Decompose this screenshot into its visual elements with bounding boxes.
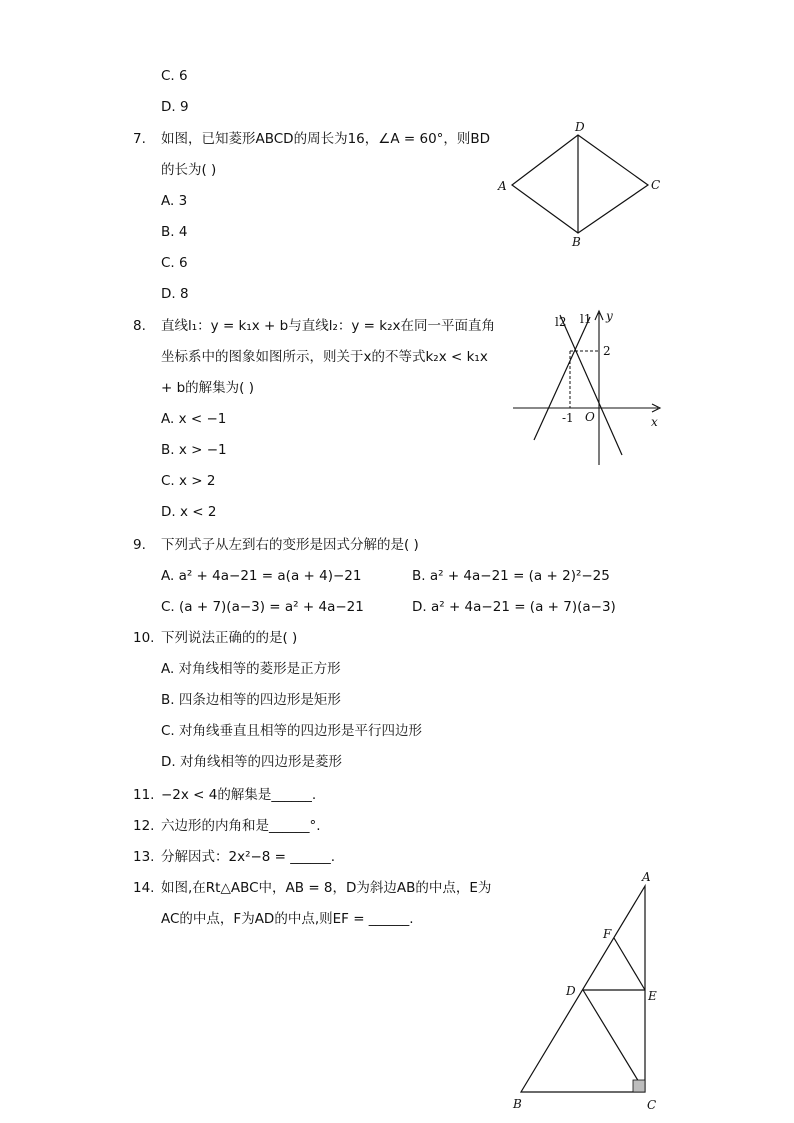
q9-option-d: D. a² + 4a−21 = (a + 7)(a−3)	[412, 599, 616, 615]
q8-stem-line2: 坐标系中的图象如图所示，则关于x的不等式k₂x < k₁x	[161, 349, 488, 365]
q7-option-c: C. 6	[161, 255, 188, 271]
q14-stem-line1: 如图,在Rt△ABC中，AB = 8，D为斜边AB的中点，E为	[161, 880, 492, 896]
q8-label-y: y	[606, 309, 613, 323]
q7-label-a: A	[498, 179, 507, 193]
q10-option-d: D. 对角线相等的四边形是菱形	[161, 754, 342, 770]
q12-stem: 六边形的内角和是______°.	[161, 818, 321, 834]
q8-option-b: B. x > −1	[161, 442, 227, 458]
q10-option-c: C. 对角线垂直且相等的四边形是平行四边形	[161, 723, 423, 739]
q14-triangle-figure	[505, 868, 675, 1118]
q13-number: 13.	[133, 849, 155, 865]
q8-label-l2: l2	[555, 315, 567, 329]
q7-label-d: D	[575, 120, 585, 134]
q9-option-b: B. a² + 4a−21 = (a + 2)²−25	[412, 568, 610, 584]
q8-coordinate-figure	[508, 305, 668, 475]
q10-option-a: A. 对角线相等的菱形是正方形	[161, 661, 341, 677]
q10-stem: 下列说法正确的的是( )	[161, 630, 298, 646]
q9-option-c: C. (a + 7)(a−3) = a² + 4a−21	[161, 599, 364, 615]
q9-option-a: A. a² + 4a−21 = a(a + 4)−21	[161, 568, 362, 584]
q8-stem-line3: + b的解集为( )	[161, 380, 254, 396]
q14-label-b: B	[513, 1097, 522, 1111]
q7-option-d: D. 8	[161, 286, 189, 302]
q11-stem: −2x < 4的解集是______.	[161, 787, 317, 803]
q11-number: 11.	[133, 787, 155, 803]
q8-number: 8.	[133, 318, 146, 334]
q14-label-d: D	[566, 984, 576, 998]
q7-number: 7.	[133, 131, 146, 147]
q7-rhombus-figure	[490, 115, 670, 255]
q8-stem-line1: 直线l₁：y = k₁x + b与直线l₂：y = k₂x在同一平面直角	[161, 318, 495, 334]
q14-label-e: E	[648, 989, 657, 1003]
q12-number: 12.	[133, 818, 155, 834]
q9-number: 9.	[133, 537, 146, 553]
q14-number: 14.	[133, 880, 155, 896]
q7-label-c: C	[651, 178, 661, 192]
q8-option-c: C. x > 2	[161, 473, 216, 489]
q8-label-x: x	[651, 415, 658, 429]
q10-option-b: B. 四条边相等的四边形是矩形	[161, 692, 341, 708]
q14-label-a: A	[642, 870, 651, 884]
q9-stem: 下列式子从左到右的变形是因式分解的是( )	[161, 537, 419, 553]
q8-option-a: A. x < −1	[161, 411, 227, 427]
q8-label-2: 2	[603, 344, 611, 358]
q7-stem-line1: 如图，已知菱形ABCD的周长为16，∠A = 60°，则BD	[161, 131, 491, 147]
q7-label-b: B	[572, 235, 581, 249]
q13-stem: 分解因式：2x²−8 = ______.	[161, 849, 336, 865]
q7-option-a: A. 3	[161, 193, 188, 209]
q14-label-f: F	[603, 927, 612, 941]
q6-option-c: C. 6	[161, 68, 188, 84]
q6-option-d: D. 9	[161, 99, 189, 115]
q8-option-d: D. x < 2	[161, 504, 217, 520]
q14-stem-line2: AC的中点，F为AD的中点,则EF = ______.	[161, 911, 414, 927]
q8-label-l1: l1	[580, 312, 592, 326]
q7-stem-line2: 的长为( )	[161, 162, 217, 178]
q10-number: 10.	[133, 630, 155, 646]
q14-label-c: C	[647, 1098, 657, 1112]
q8-label-origin: O	[585, 410, 595, 424]
q8-label-neg1: -1	[562, 411, 574, 425]
q7-option-b: B. 4	[161, 224, 188, 240]
